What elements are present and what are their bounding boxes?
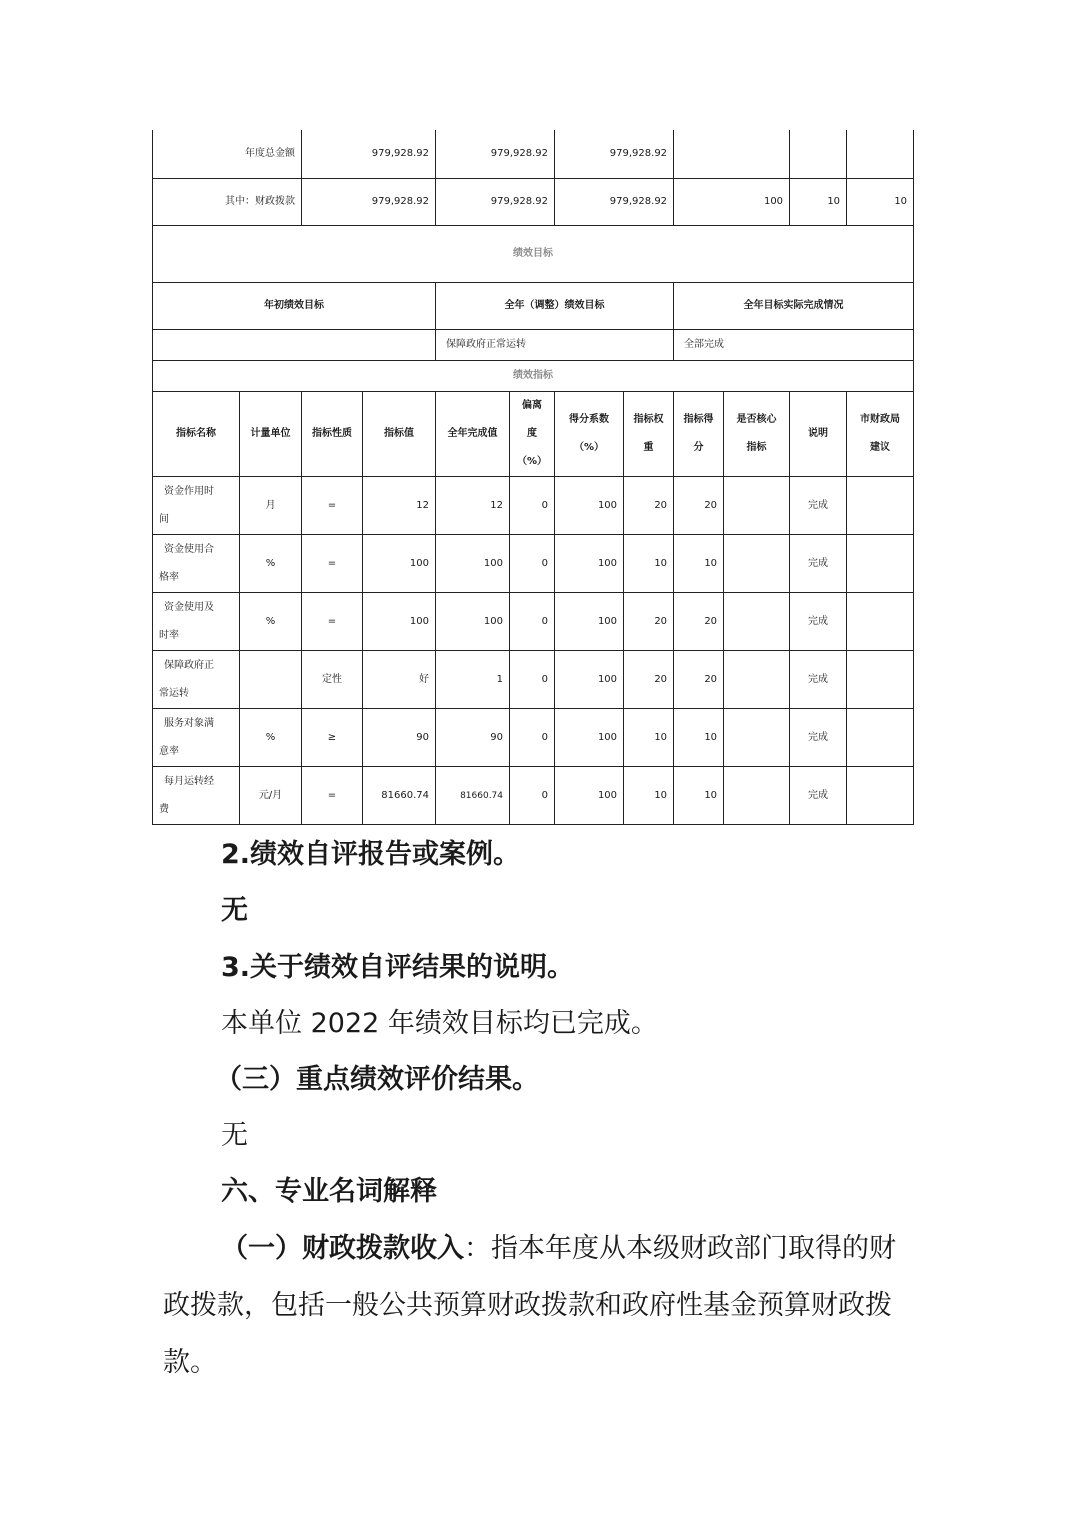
cell-deviation: 0 [510, 651, 555, 709]
goals-title-row [153, 226, 914, 283]
cell-coef: 100 [555, 651, 624, 709]
fund-weight [790, 130, 847, 179]
cell-nature: 定性 [302, 651, 363, 709]
fund-value: 979,928.92 [302, 130, 436, 179]
fund-rate [674, 130, 790, 179]
table-row [153, 535, 914, 593]
cell-nature: = [302, 767, 363, 825]
cell-target: 90 [363, 709, 436, 767]
indicator-header: 指标权 重 [624, 392, 674, 477]
goal-value-row [153, 330, 914, 361]
cell-score: 20 [674, 651, 724, 709]
cell-score: 20 [674, 593, 724, 651]
goals-title: 绩效目标 [153, 226, 914, 283]
cell-advice [847, 535, 914, 593]
indicator-header: 得分系数 （%） [555, 392, 624, 477]
cell-unit [240, 651, 302, 709]
indicator-name: 资金使用合 格率 [153, 535, 240, 593]
cell-note: 完成 [790, 651, 847, 709]
cell-actual: 1 [436, 651, 510, 709]
cell-coef: 100 [555, 709, 624, 767]
cell-deviation: 0 [510, 709, 555, 767]
cell-weight: 10 [624, 535, 674, 593]
cell-actual: 12 [436, 477, 510, 535]
cell-target: 100 [363, 593, 436, 651]
indicator-header-row [153, 392, 914, 477]
cell-deviation: 0 [510, 477, 555, 535]
goal-header: 年初绩效目标 [153, 283, 436, 330]
fund-label: 其中：财政拨款 [153, 179, 302, 226]
cell-core [724, 767, 790, 825]
fund-value: 979,928.92 [436, 179, 555, 226]
cell-advice [847, 477, 914, 535]
cell-weight: 20 [624, 593, 674, 651]
cell-nature: = [302, 535, 363, 593]
indicator-header: 指标值 [363, 392, 436, 477]
fund-weight: 10 [790, 179, 847, 226]
table-row [153, 477, 914, 535]
cell-target: 12 [363, 477, 436, 535]
indicator-header: 说明 [790, 392, 847, 477]
cell-weight: 20 [624, 651, 674, 709]
table-row [153, 593, 914, 651]
cell-unit: 月 [240, 477, 302, 535]
cell-note: 完成 [790, 709, 847, 767]
fund-value: 979,928.92 [555, 130, 674, 179]
section-text-none: 无 [221, 1120, 248, 1151]
table-row [153, 709, 914, 767]
cell-coef: 100 [555, 477, 624, 535]
section-heading-2: 2.绩效自评报告或案例。 [221, 839, 521, 870]
cell-core [724, 651, 790, 709]
indicators-title-row [153, 361, 914, 392]
cell-unit: % [240, 535, 302, 593]
cell-weight: 20 [624, 477, 674, 535]
cell-coef: 100 [555, 535, 624, 593]
indicator-name: 资金作用时 间 [153, 477, 240, 535]
cell-deviation: 0 [510, 535, 555, 593]
cell-deviation: 0 [510, 593, 555, 651]
cell-note: 完成 [790, 535, 847, 593]
cell-actual: 100 [436, 593, 510, 651]
cell-score: 20 [674, 477, 724, 535]
fund-value: 979,928.92 [302, 179, 436, 226]
result-paragraph: 本单位 2022 年绩效目标均已完成。 [221, 1008, 658, 1039]
goal-value: 全部完成 [674, 330, 914, 361]
glossary-heading: 六、专业名词解释 [221, 1176, 437, 1207]
cell-advice [847, 709, 914, 767]
cell-unit: % [240, 709, 302, 767]
cell-unit: 元/月 [240, 767, 302, 825]
indicator-name: 资金使用及 时率 [153, 593, 240, 651]
cell-coef: 100 [555, 767, 624, 825]
cell-weight: 10 [624, 709, 674, 767]
cell-advice [847, 767, 914, 825]
indicator-name: 服务对象满 意率 [153, 709, 240, 767]
cell-core [724, 477, 790, 535]
cell-note: 完成 [790, 477, 847, 535]
cell-nature: = [302, 593, 363, 651]
cell-actual: 100 [436, 535, 510, 593]
cell-weight: 10 [624, 767, 674, 825]
cell-advice [847, 593, 914, 651]
cell-score: 10 [674, 709, 724, 767]
key-evaluation-heading: （三）重点绩效评价结果。 [215, 1064, 539, 1095]
cell-unit: % [240, 593, 302, 651]
indicator-header: 指标得 分 [674, 392, 724, 477]
indicator-header: 偏离 度 （%） [510, 392, 555, 477]
fund-row-fiscal [153, 179, 914, 226]
cell-note: 完成 [790, 767, 847, 825]
cell-target: 81660.74 [363, 767, 436, 825]
goal-header: 全年目标实际完成情况 [674, 283, 914, 330]
goal-value: 保障政府正常运转 [436, 330, 674, 361]
section-heading-3: 3.关于绩效自评结果的说明。 [221, 952, 575, 983]
fund-score [847, 130, 914, 179]
cell-nature: ≥ [302, 709, 363, 767]
fund-value: 979,928.92 [555, 179, 674, 226]
goal-value [153, 330, 436, 361]
indicator-header: 全年完成值 [436, 392, 510, 477]
cell-actual: 81660.74 [436, 767, 510, 825]
cell-score: 10 [674, 767, 724, 825]
cell-target: 好 [363, 651, 436, 709]
fund-label: 年度总金额 [153, 130, 302, 179]
table-row [153, 651, 914, 709]
indicator-name: 每月运转经 费 [153, 767, 240, 825]
goal-header: 全年（调整）绩效目标 [436, 283, 674, 330]
term-definition: ：指本年度从本级财政部门取得的财政拨款，包括一般公共预算财政拨款和政府性基金预算财政拨款。 [163, 1233, 896, 1378]
fund-value: 979,928.92 [436, 130, 555, 179]
glossary-term-paragraph [163, 1220, 913, 1391]
indicators-title: 绩效指标 [153, 361, 914, 392]
cell-target: 100 [363, 535, 436, 593]
section-text-none: 无 [221, 895, 248, 926]
cell-score: 10 [674, 535, 724, 593]
cell-core [724, 709, 790, 767]
cell-core [724, 535, 790, 593]
cell-coef: 100 [555, 593, 624, 651]
indicator-header: 是否核心 指标 [724, 392, 790, 477]
term-label: （一）财政拨款收入 [221, 1233, 464, 1264]
goal-header-row [153, 283, 914, 330]
fund-score: 10 [847, 179, 914, 226]
performance-table [152, 130, 914, 825]
cell-nature: = [302, 477, 363, 535]
cell-core [724, 593, 790, 651]
cell-actual: 90 [436, 709, 510, 767]
indicator-header: 市财政局 建议 [847, 392, 914, 477]
cell-note: 完成 [790, 593, 847, 651]
indicator-name: 保障政府正 常运转 [153, 651, 240, 709]
indicator-header: 指标名称 [153, 392, 240, 477]
fund-rate: 100 [674, 179, 790, 226]
cell-advice [847, 651, 914, 709]
table-row [153, 767, 914, 825]
indicator-header: 计量单位 [240, 392, 302, 477]
fund-row-total [153, 130, 914, 179]
indicator-header: 指标性质 [302, 392, 363, 477]
cell-deviation: 0 [510, 767, 555, 825]
